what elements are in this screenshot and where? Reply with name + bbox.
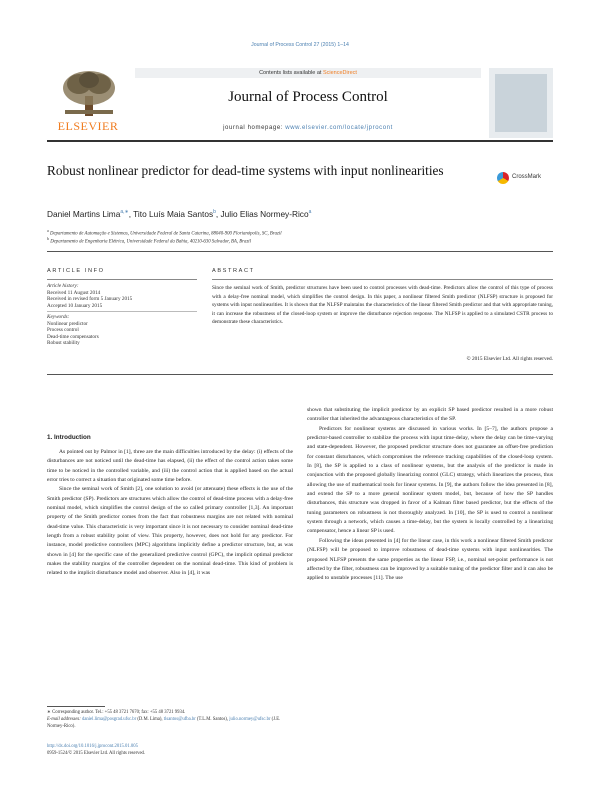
keyword: Process control <box>47 327 79 333</box>
divider <box>212 279 553 280</box>
paragraph: Since the seminal work of Smith [2], one solution to avoid (or attenuate) these effects is the use of the Smith predictor (SP). Predictors are structures which allow the control of dead-time process with a delay-free nominal model, which simplifies the control design of the so called primary controller [1,3]. An important property of the Smith predictor comes from the fact that robustness margins are not related with nominal dead-time value. This characteristic is very important since it is not necessary to consider nominal dead-time length from a robust stability point of view. This property, however, does not hold for any predictor. For instance, model predictive controllers (MPC) algorithms implicitly define a predictor structure, but, as was shown in [4] for the specific case of the generalized predictive control (GPC), the implicit optimal predictor makes the stability margins of the controller dependent on the nominal dead-time. This kind of problem is related to the implicit disturbance model and observer. Also in [4], it was <box>47 486 293 577</box>
homepage-link[interactable]: www.elsevier.com/locate/jprocont <box>285 125 393 131</box>
divider <box>47 311 197 312</box>
crossmark-label: CrossMark <box>512 174 542 180</box>
tree-logo-icon <box>61 70 117 116</box>
issn: 0959-1524/© 2015 Elsevier Ltd. All rights reserved. <box>47 750 146 756</box>
author-name[interactable]: Julio Elias Normey-Rico <box>220 209 309 219</box>
email-owner: (D.M. Lima), <box>136 716 164 722</box>
affiliation-text: Departamento de Engenharia Elétrica, Universidade Federal da Bahia, 40210-630 Salvador, BA, Brazil <box>50 239 251 245</box>
author-list: Daniel Martins Lima$^{a,∗}$, Tito Luís Maia Santos$^b$, Julio Elias Normey-Rico$^a$ <box>47 209 312 219</box>
email-label: E-mail addresses: <box>47 716 82 722</box>
keyword: Nonlinear predictor <box>47 320 88 327</box>
author-affiliation-mark[interactable]: a,∗ <box>120 209 129 216</box>
article-info-heading: ARTICLE INFO <box>47 268 105 274</box>
cover-thumbnail <box>495 74 547 132</box>
journal-masthead <box>135 68 481 138</box>
history-label: Article history: <box>47 283 79 289</box>
publisher-name: ELSEVIER <box>57 119 119 133</box>
email-owner: (J.E. Normey-Rico). <box>47 716 281 729</box>
keywords <box>47 314 197 347</box>
affiliation-mark: a <box>47 228 49 233</box>
journal-header <box>47 68 553 138</box>
abstract-text: Since the seminal work of Smith, predictor structures have been used to control processes with dead-time. Predictors allow the control of this type of process with a delay-free nominal model, which simplifies the control design. In this paper, a nonlinear filtered Smith predictor (NLFSP) structure is proposed for systems with input nonlinearities. It is shown that the NLFSP maintains the characteristics of the linear filtered Smith predictor and that with appropriate tuning, it can increase the robustness of the closed-loop system or improve the disturbance rejection response. The NLFSP is applied to a simulated CSTR process to demonstrate these characteristics. <box>212 285 553 325</box>
divider <box>47 251 553 252</box>
history-entry: Received in revised form 5 January 2015 <box>47 296 133 302</box>
keyword: Robust stability <box>47 340 80 346</box>
email-addresses <box>47 717 293 731</box>
elsevier-logo[interactable] <box>47 68 129 138</box>
keyword: Dead-time compensators <box>47 333 99 340</box>
corresponding-author: ∗ Corresponding author. Tel.: +55 48 3721 7670; fax: +55 48 3721 9934. <box>47 710 186 715</box>
divider <box>47 374 553 375</box>
body-column-left <box>47 448 293 579</box>
email-owner: (T.L.M. Santos), <box>195 716 230 722</box>
contents-label: Contents lists available at <box>259 70 323 76</box>
email-link[interactable]: daniel.lima@posgrad.ufsc.br <box>81 716 137 722</box>
crossmark-icon <box>497 172 509 184</box>
affiliation <box>47 236 251 245</box>
section-heading: 1. Introduction <box>47 434 91 441</box>
sciencedirect-link[interactable]: ScienceDirect <box>322 70 357 76</box>
footnote <box>47 710 293 730</box>
author-name[interactable]: Daniel Martins Lima <box>47 209 121 219</box>
article-history <box>47 283 197 309</box>
paragraph: As pointed out by Palmor in [1], three are the main difficulties introduced by the delay: (i) effects of the disturbances are not noticed until the dead-time has elapsed, (ii) the effect of the control action takes some time to be noticed in the controlled variable, and (iii) the control action that is applied based on the actual error tries to correct a situation that originated some time before. <box>47 449 293 484</box>
copyright: © 2015 Elsevier Ltd. All rights reserved. <box>466 356 553 362</box>
paragraph: shown that substituting the implicit predictor by an explicit SP based predictor resulted in a more robust controller that inherited the advantageous characteristics of the SP. <box>307 407 553 423</box>
affiliation-mark: b <box>47 236 49 241</box>
history-entry: Accepted 10 January 2015 <box>47 302 103 309</box>
journal-cover-image[interactable] <box>489 68 553 138</box>
doi-link[interactable]: http://dx.doi.org/10.1016/j.jprocont.2015.01.005 <box>47 744 138 749</box>
keywords-label: Keywords: <box>47 314 70 320</box>
contents-band <box>135 68 481 78</box>
paragraph: Predictors for nonlinear systems are discussed in various works. In [5–7], the authors propose a predictor-based controller to stabilize the process with input time-delay, where the delay can be time-varying and state-dependent. However, the proposed predictor structure does not guarantee an offset-free prediction for constant disturbances, which compromises the reference tracking capabilities of the closed-loop system. In [8], the SP is applied to a class of nonlinear systems, but the analysis of the predictor is made in conjunction with the proposed globally linearizing control (GLC) strategy, which linearizes the process, thus allowing the use of mathematical tools for linear systems. In [9], the authors follow the idea presented in [8], and extend the SP to a more general nonlinear system model, but, because of how the SP handles disturbances, this structure was dropped in favor of a Kalman filter based predictor, but the effects of the tuning parameters on robustness is not thoroughly analyzed. In [10], the SP is used to control a nonlinear system through a network, which causes a time-delay, but the system is locally controlled by a linearizing compensator, hence a linear SP is used. <box>307 425 553 535</box>
journal-reference[interactable]: Journal of Process Control 27 (2015) 1–14 <box>251 42 349 48</box>
author-name[interactable]: Tito Luís Maia Santos <box>133 209 214 219</box>
homepage-label: journal homepage: <box>223 125 286 131</box>
journal-title: Journal of Process Control <box>228 89 388 105</box>
author-affiliation-mark[interactable]: a <box>308 209 312 216</box>
abstract-heading: ABSTRACT <box>212 268 255 274</box>
author-affiliation-mark[interactable]: b <box>213 209 216 216</box>
email-link[interactable]: julio.normey@ufsc.br <box>229 716 271 722</box>
header-divider <box>47 140 553 142</box>
divider <box>47 279 197 280</box>
email-link[interactable]: tlsantos@ufba.br <box>163 716 196 722</box>
footnote-divider <box>47 706 105 707</box>
journal-homepage <box>135 125 481 131</box>
history-entry: Received 11 August 2014 <box>47 289 101 296</box>
body-column-right <box>307 406 553 584</box>
paper-title: Robust nonlinear predictor for dead-time systems with input nonlinearities <box>47 163 444 178</box>
paragraph: Following the ideas presented in [4] for the linear case, in this work a nonlinear filtered Smith predictor (NLFSP) will be proposed to improve robustness of dead-time systems with input nonlinearities. The proposed NLFSP presents the same properties as the linear FSP, i.e., nominal set-point performance is not affected by the filter, robustness can be improved by a suitable tuning of the predictor filter and it can also be applied to unstable processes [11]. The use <box>307 537 553 582</box>
affiliation-text: Departamento de Automação e Sistemas, Universidade Federal de Santa Catarina, 88040-900 Florianópolis, SC, Brazil <box>49 231 282 237</box>
doi-block <box>47 744 293 758</box>
crossmark-badge[interactable] <box>497 172 557 186</box>
